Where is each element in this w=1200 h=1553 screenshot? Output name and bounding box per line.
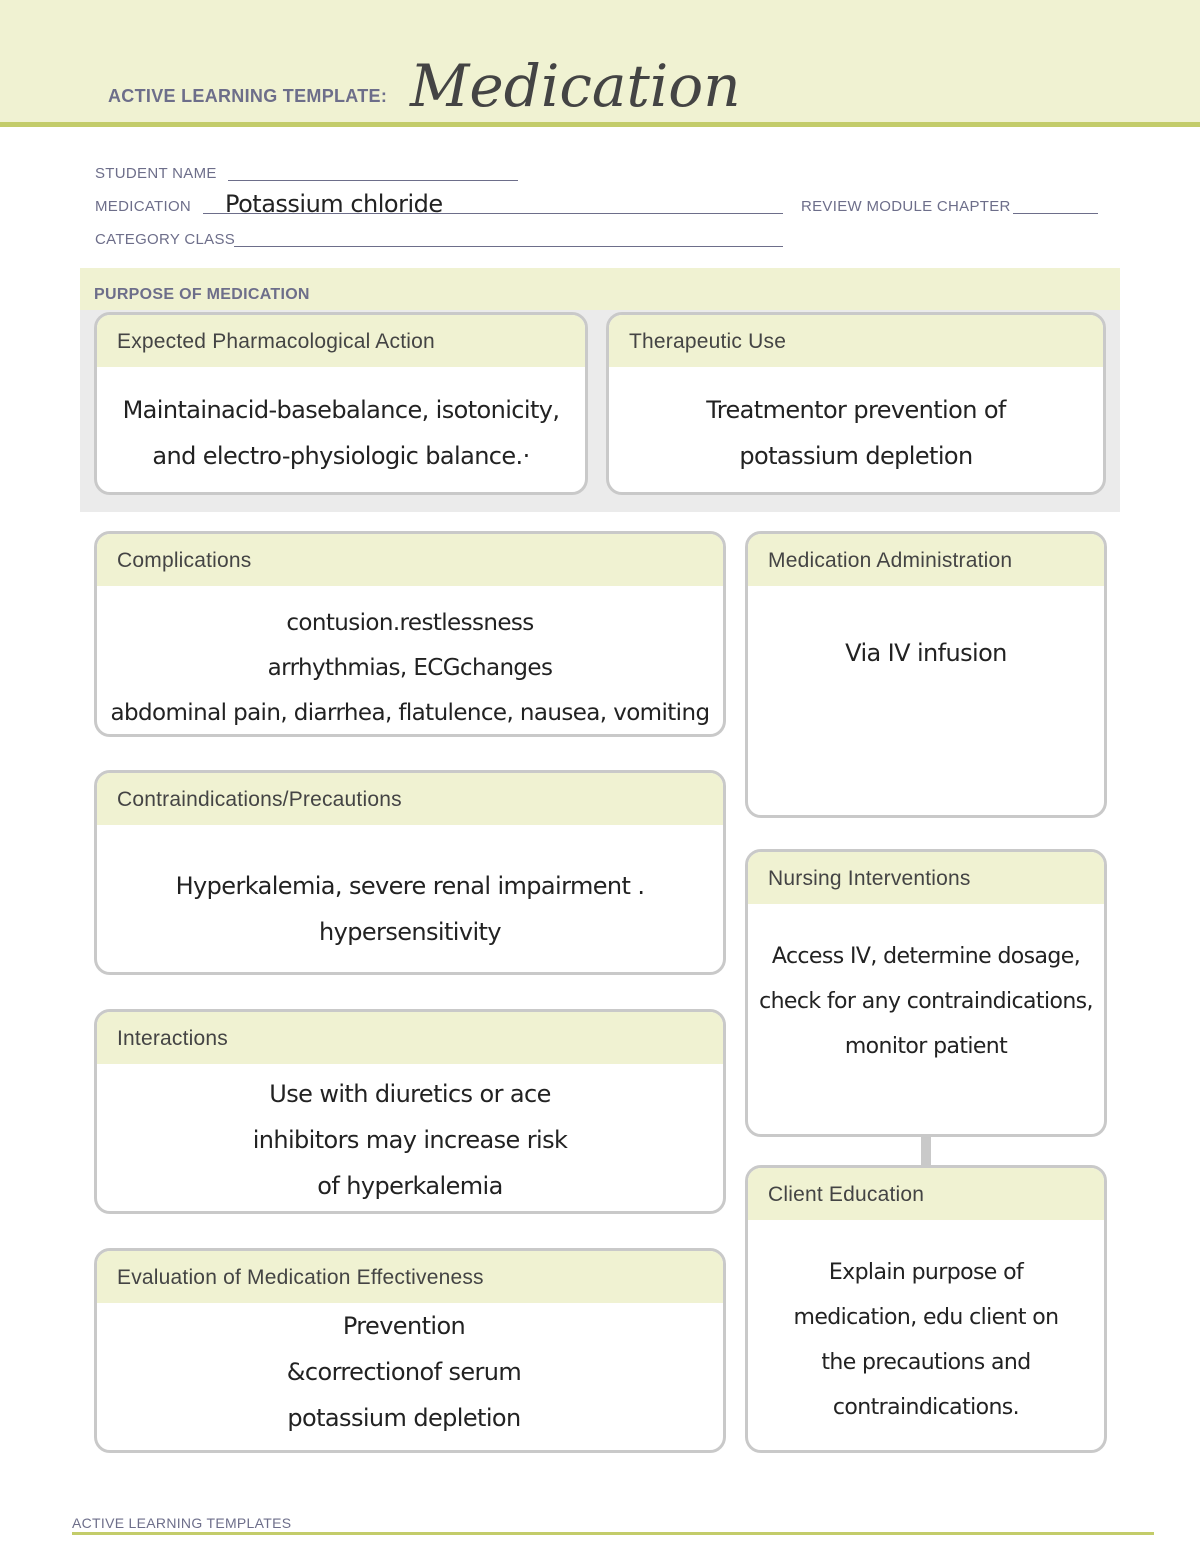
medication-field[interactable]: Potassium chloride xyxy=(225,190,443,218)
expected-action-line: and electro-physiologic balance.· xyxy=(152,442,530,470)
footer-text: ACTIVE LEARNING TEMPLATES xyxy=(72,1515,292,1531)
therapeutic-use-title: Therapeutic Use xyxy=(609,315,1103,367)
evaluation-text[interactable] xyxy=(97,1303,723,1441)
complications-text[interactable] xyxy=(97,586,723,736)
contraindications-line: Hyperkalemia, severe renal impairment . xyxy=(175,872,645,900)
interactions-text[interactable] xyxy=(97,1064,723,1209)
interactions-box xyxy=(94,1009,726,1214)
client-education-line: Explain purpose of xyxy=(828,1260,1024,1285)
review-module-label: REVIEW MODULE CHAPTER xyxy=(801,198,1011,215)
evaluation-line: Prevention xyxy=(342,1312,466,1340)
nursing-interventions-text[interactable] xyxy=(748,904,1104,1069)
administration-title: Medication Administration xyxy=(748,534,1104,586)
expected-action-box xyxy=(94,312,588,495)
administration-text[interactable] xyxy=(748,586,1104,676)
therapeutic-use-line: Treatmentor prevention of xyxy=(706,396,1006,424)
client-education-title: Client Education xyxy=(748,1168,1104,1220)
nursing-interventions-box xyxy=(745,849,1107,1137)
therapeutic-use-text[interactable] xyxy=(609,367,1103,479)
administration-line: Via IV infusion xyxy=(845,639,1007,667)
evaluation-line: &correctionof serum xyxy=(286,1358,522,1386)
contraindications-text[interactable] xyxy=(97,825,723,955)
complications-line: arrhythmias, ECGchanges xyxy=(267,655,553,681)
interactions-line: inhibitors may increase risk xyxy=(252,1126,568,1154)
client-education-line: medication, edu client on xyxy=(793,1305,1059,1330)
student-name-field[interactable] xyxy=(228,180,518,181)
header-divider xyxy=(0,122,1200,127)
nursing-interventions-title: Nursing Interventions xyxy=(748,852,1104,904)
expected-action-line: Maintainacid-basebalance, isotonicity, xyxy=(122,396,560,424)
template-title: Medication xyxy=(410,52,741,120)
client-education-line: the precautions and xyxy=(821,1350,1031,1375)
student-name-label: STUDENT NAME xyxy=(95,165,217,182)
medication-label: MEDICATION xyxy=(95,198,192,215)
footer-divider xyxy=(72,1532,1154,1535)
client-education-line: contraindications. xyxy=(832,1395,1020,1420)
client-education-box xyxy=(745,1165,1107,1453)
review-module-field[interactable] xyxy=(1013,213,1098,214)
administration-box xyxy=(745,531,1107,818)
nursing-interventions-line: check for any contraindications, xyxy=(759,989,1093,1014)
nursing-interventions-line: Access IV, determine dosage, xyxy=(771,944,1081,969)
contraindications-line: hypersensitivity xyxy=(319,918,501,946)
contraindications-title: Contraindications/Precautions xyxy=(97,773,723,825)
client-education-text[interactable] xyxy=(748,1220,1104,1430)
therapeutic-use-box xyxy=(606,312,1106,495)
therapeutic-use-line: potassium depletion xyxy=(739,442,973,470)
category-class-field[interactable] xyxy=(234,246,783,247)
expected-action-title: Expected Pharmacological Action xyxy=(97,315,585,367)
contraindications-box xyxy=(94,770,726,975)
box-connector xyxy=(921,1136,931,1166)
nursing-interventions-line: monitor patient xyxy=(844,1034,1008,1059)
evaluation-line: potassium depletion xyxy=(287,1404,521,1432)
evaluation-box xyxy=(94,1248,726,1453)
complications-title: Complications xyxy=(97,534,723,586)
template-label: ACTIVE LEARNING TEMPLATE: xyxy=(108,86,388,106)
evaluation-title: Evaluation of Medication Effectiveness xyxy=(97,1251,723,1303)
interactions-line: Use with diuretics or ace xyxy=(269,1080,551,1108)
complications-line: contusion.restlessness xyxy=(286,610,534,636)
expected-action-text[interactable] xyxy=(97,367,585,479)
complications-box xyxy=(94,531,726,737)
interactions-title: Interactions xyxy=(97,1012,723,1064)
purpose-section-label: PURPOSE OF MEDICATION xyxy=(94,286,310,303)
interactions-line: of hyperkalemia xyxy=(317,1172,503,1200)
complications-line: abdominal pain, diarrhea, flatulence, nausea, vomiting xyxy=(110,700,710,726)
category-class-label: CATEGORY CLASS xyxy=(95,231,236,248)
